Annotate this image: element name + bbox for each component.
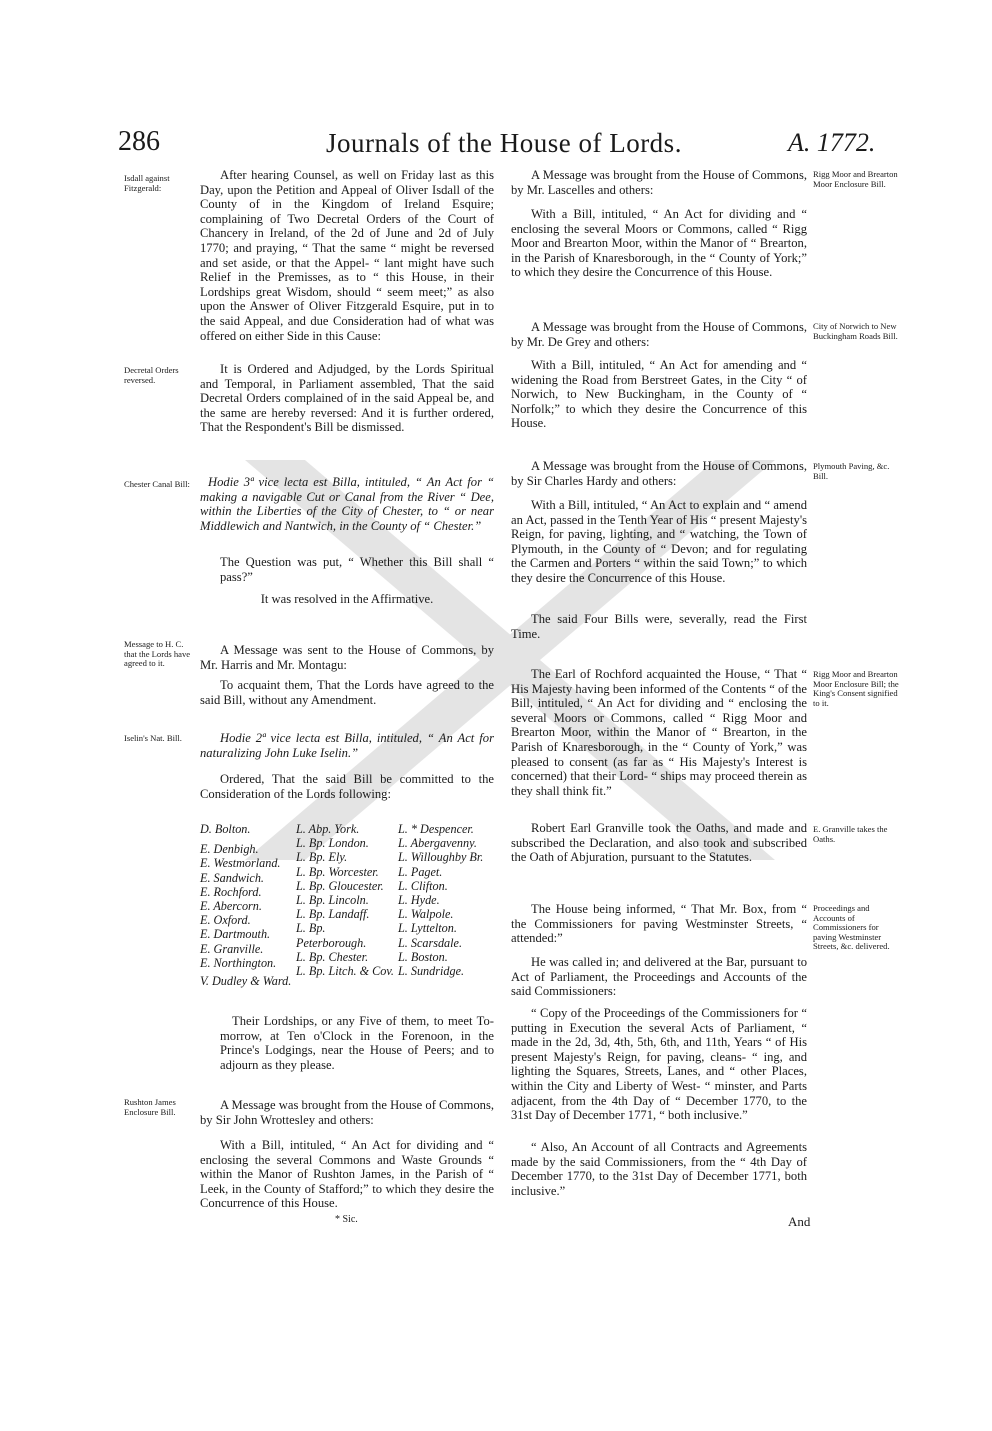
lord-entry: L. Bp. Landaff. [296, 907, 370, 922]
margin-note-decretal: Decretal Orders reversed. [124, 365, 179, 385]
left-para-question: The Question was put, “ Whether this Bill shall “ pass?” [220, 555, 494, 584]
left-para-chester-third-reading: Hodie 3ª vice lecta est Billa, intituled, “ An Act for “ making a navigable Cut or Canal from the River “ Dee, within the Liberties of the City of Chester, to “ or near Middlewich and Nantwich, in the County of “ Chester.” [200, 475, 494, 533]
lord-entry: E. Westmorland. [200, 856, 281, 871]
lord-entry: L. Abergavenny. [398, 836, 477, 851]
lord-entry: E. Granville. [200, 941, 264, 956]
left-para-their-lordships: Their Lordships, or any Five of them, to meet To-morrow, at Ten o'Clock in the Forenoon, in the Prince's Lodgings, near the House of Peers; and to adjourn as they please. [220, 1014, 494, 1072]
lord-entry: E. Denbigh. [200, 842, 259, 857]
lord-entry: L. Clifton. [398, 878, 448, 893]
margin-note-isdall: Isdall against Fitzgerald: [124, 173, 170, 193]
right-para-message-lascelles: A Message was brought from the House of Commons, by Mr. Lascelles and others: [511, 168, 807, 197]
lord-entry: L. Bp. Ely. [296, 850, 348, 865]
margin-note-granville-oaths: E. Granville takes the Oaths. [813, 824, 888, 844]
lord-entry: L. Sundridge. [398, 964, 465, 979]
lord-entry: L. Bp. Lincoln. [296, 893, 369, 908]
lord-entry: L. Bp. Litch. & Cov. [296, 964, 394, 979]
left-para-acquaint: To acquaint them, That the Lords have agreed to the said Bill, without any Amendment. [200, 678, 494, 707]
right-para-account-contracts: “ Also, An Account of all Contracts and Agreements made by the said Commissioners, from the “ 4th Day of December 1770, to the 31st Day of December 1771, both inclusive.” [511, 1140, 807, 1198]
lord-entry: E. Northington. [200, 955, 277, 970]
margin-note-westminster-paving: Proceedings and Accounts of Commissioners for paving Westminster Streets, &c. delivered. [813, 903, 890, 952]
lord-entry: E. Oxford. [200, 913, 251, 928]
lord-entry: D. Bolton. [200, 822, 251, 836]
left-para-adjudged: It is Ordered and Adjudged, by the Lords Spiritual and Temporal, in Parliament assembled, That the said Decretal Orders complained of in the said Appeal be, and the same are hereby reversed: And it is further ordered, That the Respondent's Bill be dismissed. [200, 362, 494, 435]
lord-entry: L. Hyde. [398, 893, 440, 908]
lord-entry: L. Bp. London. [296, 836, 369, 851]
lord-entry: L. Scarsdale. [398, 935, 462, 950]
lord-entry: L. Walpole. [398, 907, 454, 922]
journal-title: Journals of the House of Lords. [326, 128, 682, 158]
right-para-granville: Robert Earl Granville took the Oaths, and made and subscribed the Declaration, and also took and subscribed the Oath of Abjuration, pursuant to the Statutes. [511, 821, 807, 865]
left-para-message-sent: A Message was sent to the House of Commons, by Mr. Harris and Mr. Montagu: [200, 643, 494, 672]
margin-note-rushton-james: Rushton James Enclosure Bill. [124, 1097, 176, 1117]
lord-entry: L. Paget. [398, 864, 443, 879]
margin-note-kings-consent: Rigg Moor and Brearton Moor Enclosure Bill; the King's Consent signified to it. [813, 669, 899, 708]
right-para-plymouth-bill: With a Bill, intituled, “ An Act to explain and “ amend an Act, passed in the Tenth Year of His “ present Majesty's Reign, for paving, lighting, and “ watching, the Town of Plymouth, in the County of “ Devon; and for regulating the Carmen and Porters “ within the said Town;” to which they desire the Concurrence of this House. [511, 498, 807, 585]
right-para-four-bills-read: The said Four Bills were, severally, read the First Time. [511, 612, 807, 641]
lord-entry: E. Dartmouth. [200, 927, 271, 942]
lords-column-2 [296, 822, 396, 978]
catchword: And [788, 1214, 811, 1229]
right-para-copy-proceedings: “ Copy of the Proceedings of the Commissioners for “ putting in Execution the several Acts of Parliament, “ made in the 2d, 3d, 4th, 5th, 6th, and 11th, Years “ of His present Majesty's Reign, for paving, cleans- “ ing, and lighting the Squares, Streets, Lanes, and “ other Places, within the City and Liberty of West- “ minster, and Parts adjacent, from the 4th Day of “ December 1770, to the 31st Day of December 1771, “ both inclusive.” [511, 1006, 807, 1123]
lord-entry: V. Dudley & Ward. [200, 974, 292, 989]
lord-entry: L. Bp. Chester. [296, 949, 369, 964]
left-para-rushton-bill: With a Bill, intituled, “ An Act for dividing and “ enclosing the several Commons and Waste Grounds “ within the Manor of Rushton James, in the Parish of “ Leek, in the County of Stafford;” to which they desire the Concurrence of this House. [200, 1138, 494, 1211]
left-para-isdall-appeal: After hearing Counsel, as well on Friday last as this Day, upon the Petition and Appeal of Oliver Isdall of the County of in the Kingdom of Ireland Esquire; complaining of Two Decretal Orders of the Court of Chancery in Ireland, of the 2d of June and 2d of July 1770; and praying, “ That the same “ might be reversed and set aside, or that the Appel- “ lant might have such Relief in the Premisses, as to “ this House, in their Lordships great Wisdom, should “ seem meet;” as also upon the Answer of Oliver Fitzgerald Esquire, put in to the said Appeal, and due Consideration had of what was offered on either Side in this Cause: [200, 168, 494, 343]
lord-entry: L. * Despencer. [398, 822, 474, 836]
left-para-iselin-second-reading: Hodie 2ª vice lecta est Billa, intituled, “ An Act for naturalizing John Luke Iselin.” [200, 731, 494, 760]
right-para-message-de-grey: A Message was brought from the House of Commons, by Mr. De Grey and others: [511, 320, 807, 349]
margin-note-norwich-roads: City of Norwich to New Buckingham Roads Bill. [813, 321, 898, 341]
lord-entry: L. Bp. Worcester. [296, 864, 379, 879]
lord-entry: L. Willoughby Br. [398, 850, 484, 865]
right-para-rigg-bill: With a Bill, intituled, “ An Act for dividing and “ enclosing the several Moors or Commons, called “ Rigg Moor and Brearton Moor, within the Manor of “ Brearton, in the Parish of Knaresborough, in the “ County of York;” to which they desire the Concurrence of this House. [511, 207, 807, 280]
left-para-ordered-committed: Ordered, That the said Bill be committed to the Consideration of the Lords following: [200, 772, 494, 801]
lord-entry: L. Lyttelton. [398, 921, 457, 936]
margin-note-chester-canal: Chester Canal Bill: [124, 479, 190, 489]
lord-entry: E. Sandwich. [200, 870, 264, 885]
right-para-norwich-bill: With a Bill, intituled, “ An Act for amending and “ widening the Road from Berstreet Gates, in the City “ of Norwich, to New Buckingham, in the County of “ Norfolk;” to which they desire the Concurrence of this House. [511, 358, 807, 431]
lord-entry: L. Abp. York. [296, 822, 360, 836]
lord-entry: L. Bp. Gloucester. [296, 878, 384, 893]
page-number: 286 [118, 126, 160, 157]
lords-column-1 [200, 822, 292, 988]
lord-entry: L. Boston. [398, 949, 448, 964]
right-para-house-informed: The House being informed, “ That Mr. Box, from “ the Commissioners for paving Westminster Streets, “ attended:” [511, 902, 807, 946]
lord-entry: E. Rochford. [200, 884, 262, 899]
footnote-sic: * Sic. [335, 1214, 358, 1225]
lord-entry: L. Bp. Peterborough. [296, 921, 367, 950]
left-para-resolved: It was resolved in the Affirmative. [260, 592, 434, 606]
right-para-called-in: He was called in; and delivered at the Bar, pursuant to Act of Parliament, the Proceedings and Accounts of the said Commissioners: [511, 955, 807, 999]
lords-column-3 [398, 822, 498, 978]
lord-entry: E. Abercorn. [200, 899, 262, 914]
page-year: A. 1772. [788, 128, 876, 157]
right-para-rochford: The Earl of Rochford acquainted the House, “ That “ His Majesty having been informed of the Contents “ of the Bill, intituled, “ An Act for dividing and “ enclosing the several Moors or Commons, called “ Rigg Moor and Brearton Moor, within the Manor of “ Brearton, in the Parish of Knaresborough, in the “ County of York,” was pleased to consent (as far as “ His Majesty's Interest is concerned) that their Lord- “ ships may proceed therein as they shall think fit.” [511, 667, 807, 798]
margin-note-rigg-moor: Rigg Moor and Brearton Moor Enclosure Bill. [813, 169, 898, 189]
margin-note-iselin: Iselin's Nat. Bill. [124, 733, 182, 743]
margin-note-message-hc: Message to H. C. that the Lords have agreed to it. [124, 639, 191, 669]
right-para-message-hardy: A Message was brought from the House of Commons, by Sir Charles Hardy and others: [511, 459, 807, 488]
margin-note-plymouth: Plymouth Paving, &c. Bill. [813, 461, 890, 481]
left-para-message-wrottesley: A Message was brought from the House of Commons, by Sir John Wrottesley and others: [200, 1098, 494, 1127]
